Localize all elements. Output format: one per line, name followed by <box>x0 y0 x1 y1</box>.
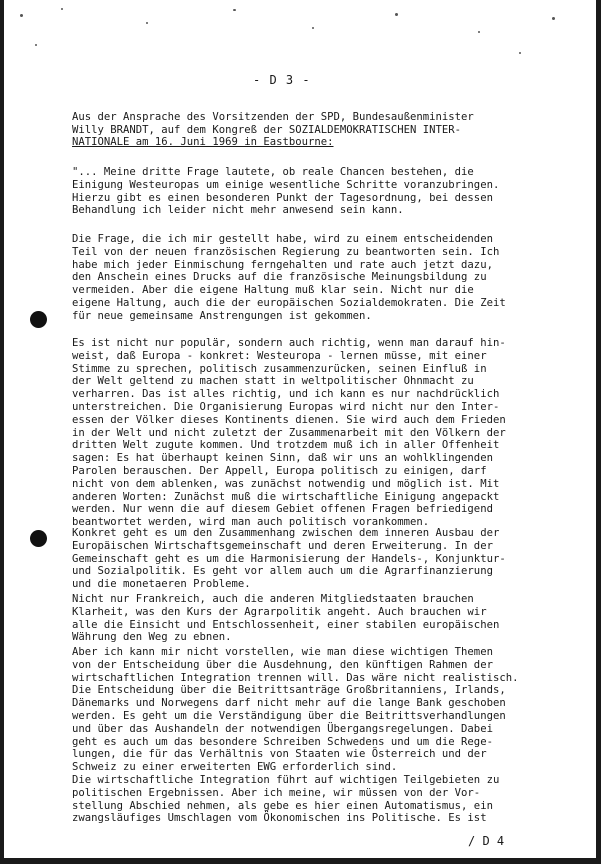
page-number: - D 3 - <box>253 73 311 87</box>
text-line: "... Meine dritte Frage lautete, ob reale Chancen bestehen, die <box>72 166 474 178</box>
footer-next-page: / D 4 <box>468 834 505 848</box>
heading-line: Aus der Ansprache des Vorsitzenden der SPD, Bundesaußenminister <box>72 111 474 123</box>
text-line: Klarheit, was den Kurs der Agrarpolitik angeht. Auch brauchen wir <box>72 605 487 618</box>
text-line: Die Frage, die ich mir gestellt habe, wird zu einem entscheidenden <box>72 233 493 245</box>
text-line: Hierzu gibt es einen besonderen Punkt der Tagesordnung, bei dessen <box>72 191 493 204</box>
text-line: Dänemarks und Norwegens darf nicht mehr auf die lange Bank geschoben <box>72 697 506 710</box>
scan-speck <box>233 9 236 11</box>
text-line: Es ist nicht nur populär, sondern auch richtig, wenn man darauf hin- <box>72 337 506 349</box>
paragraph <box>72 166 552 217</box>
scan-speck <box>519 52 521 54</box>
scan-speck <box>312 27 314 29</box>
text-line: werden. Es geht um die Verständigung über die Beitrittsverhandlungen <box>72 709 506 722</box>
text-line: Schweiz zu einer erweiterten EWG erforderlich sind. <box>72 761 398 774</box>
text-line: weist, daß Europa - konkret: Westeuropa - lernen müsse, mit einer <box>72 349 487 362</box>
text-line: sagen: Es hat überhaupt keinen Sinn, daß wir uns an wohlklingenden <box>72 452 493 465</box>
scan-speck <box>35 44 37 46</box>
text-line: für neue gemeinsame Anstrengungen ist gekommen. <box>72 309 372 322</box>
text-line: Aber ich kann mir nicht vorstellen, wie man diese wichtigen Themen <box>72 646 493 658</box>
text-line: lungen, die für das Verhältnis von Staaten wie Österreich und der <box>72 748 487 761</box>
text-line: werden. Nur wenn die auf diesem Gebiet offenen Fragen befriedigend <box>72 503 493 516</box>
text-line: habe mich jeder Einmischung ferngehalten und rate auch jetzt dazu, <box>72 258 493 271</box>
heading <box>72 111 552 149</box>
text-line: in der Welt und nicht zuletzt der Zusammenarbeit mit den Völkern der <box>72 426 506 439</box>
scan-speck <box>20 14 23 17</box>
text-line: wirtschaftlichen Integration trennen will. Das wäre nicht realistisch. <box>72 671 519 684</box>
text-line: dritten Welt zugute kommen. Und trotzdem muß ich in aller Offenheit <box>72 439 500 452</box>
punch-hole-top <box>30 311 47 328</box>
text-line: unterstreichen. Die Organisierung Europas wird nicht nur den Inter- <box>72 400 500 413</box>
paragraph <box>72 233 552 323</box>
text-line: alle die Einsicht und Entschlossenheit, einer stabilen europäischen <box>72 618 500 631</box>
scan-edge-left <box>0 0 4 864</box>
paragraph <box>72 337 552 529</box>
scan-edge-right <box>596 0 601 864</box>
text-line: Europäischen Wirtschaftsgemeinschaft und deren Erweiterung. In der <box>72 539 493 552</box>
text-line: Teil von der neuen französischen Regierung zu beantworten sein. Ich <box>72 245 500 258</box>
text-line: Währung den Weg zu ebnen. <box>72 631 232 644</box>
paragraph <box>72 593 552 644</box>
text-line: und über das Aushandeln der notwendigen Übergangsregelungen. Dabei <box>72 722 493 735</box>
text-line: Behandlung ich leider nicht mehr anwesend sein kann. <box>72 204 404 217</box>
text-line: Einigung Westeuropas um einige wesentliche Schritte voranzubringen. <box>72 178 500 191</box>
text-line: und Sozialpolitik. Es geht vor allem auch um die Agrarfinanzierung <box>72 565 493 578</box>
text-line: von der Entscheidung über die Ausdehnung, den künftigen Rahmen der <box>72 658 493 671</box>
punch-hole-bottom <box>30 530 47 547</box>
text-line: Nicht nur Frankreich, auch die anderen Mitgliedstaaten brauchen <box>72 593 474 605</box>
text-line: zwangsläufiges Umschlagen vom Ökonomischen ins Politische. Es ist <box>72 812 487 825</box>
scan-speck <box>478 31 480 33</box>
text-line: politischen Ergebnissen. Aber ich meine, wir müssen von der Vor- <box>72 786 481 799</box>
text-line: stellung Abschied nehmen, als gebe es hier einen Automatismus, ein <box>72 799 493 812</box>
scan-speck <box>552 17 555 20</box>
scan-speck <box>395 13 398 16</box>
paragraph <box>72 774 552 825</box>
text-line: Konkret geht es um den Zusammenhang zwischen dem inneren Ausbau der <box>72 527 500 539</box>
scan-edge-bottom <box>0 858 601 864</box>
text-line: Die Entscheidung über die Beitrittsanträge Großbritanniens, Irlands, <box>72 684 506 697</box>
text-line: Stimme zu sprechen, politisch zusammenzurücken, seinen Einfluß in <box>72 362 487 375</box>
text-line: den Anschein eines Drucks auf die französische Meinungsbildung zu <box>72 271 487 284</box>
text-line: nicht von dem ablenken, was zunächst notwendig und möglich ist. Mit <box>72 477 500 490</box>
text-line: Gemeinschaft geht es um die Harmonisierung der Handels-, Konjunktur- <box>72 552 506 565</box>
text-line: Parolen berauschen. Der Appell, Europa politisch zu einigen, darf <box>72 464 487 477</box>
scan-speck <box>61 8 63 10</box>
text-line: vermeiden. Aber die eigene Haltung muß klar sein. Nicht nur die <box>72 284 474 297</box>
heading-line: Willy BRANDT, auf dem Kongreß der SOZIALDEMOKRATISCHEN INTER- <box>72 123 462 136</box>
text-line: und die monetaeren Probleme. <box>72 578 251 591</box>
text-line: anderen Worten: Zunächst muß die wirtschaftliche Einigung angepackt <box>72 490 500 503</box>
heading-line-underlined: NATIONALE am 16. Juni 1969 in Eastbourne: <box>72 136 334 149</box>
text-line: Die wirtschaftliche Integration führt auf wichtigen Teilgebieten zu <box>72 774 500 786</box>
text-line: beantwortet werden, wird man auch politisch vorankommen. <box>72 516 430 529</box>
text-line: essen der Völker dieses Kontinents dienen. Sie wird auch dem Frieden <box>72 413 506 426</box>
paragraph <box>72 646 552 774</box>
scan-speck <box>146 22 148 24</box>
text-line: geht es auch um das besondere Schreiben Schwedens und um die Rege- <box>72 735 493 748</box>
text-line: der Welt geltend zu machen statt in weltpolitischer Ohnmacht zu <box>72 375 474 388</box>
paragraph <box>72 527 552 591</box>
text-line: verharren. Das ist alles richtig, und ich kann es nur nachdrücklich <box>72 388 500 401</box>
text-line: eigene Haltung, auch die der europäischen Sozialdemokraten. Die Zeit <box>72 296 506 309</box>
